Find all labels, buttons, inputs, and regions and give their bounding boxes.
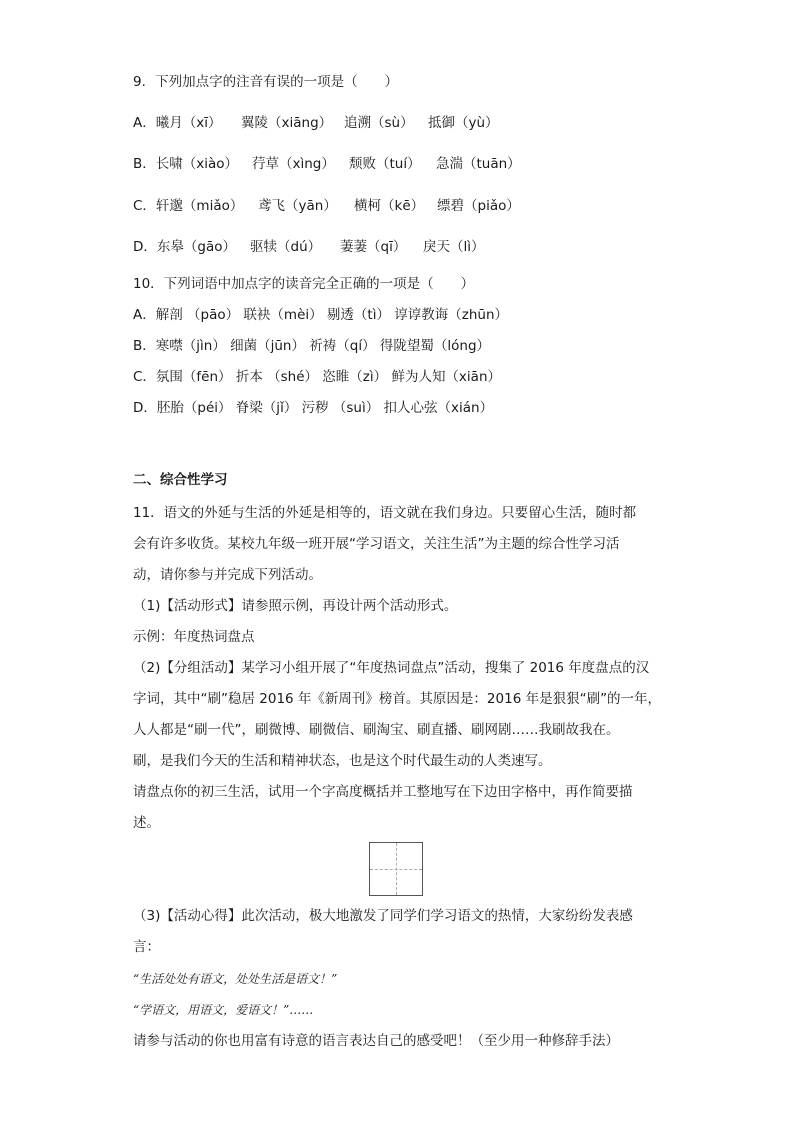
tian-zi-grid[interactable] <box>369 842 423 896</box>
sub-question-1: （1)【活动形式】请参照示例，再设计两个活动形式。 <box>133 598 458 614</box>
question-11-paragraph: 会有许多收货。某校九年级一班开展“学习语文，关注生活”为主题的综合性学习活 <box>133 536 620 552</box>
sub-question-2: 请盘点你的初三生活，试用一个字高度概括并工整地写在下边田字格中，再作简要描 <box>133 784 633 800</box>
option-item: 追溯（sù） <box>344 115 414 131</box>
option-item: 荇草（xìng） <box>252 156 335 172</box>
question-9-option-a <box>133 114 499 132</box>
option-item: 缥碧（piǎo） <box>437 198 520 214</box>
option-item: 横柯（kē） <box>354 198 425 214</box>
option-item: 翼陵（xiāng） <box>241 115 333 131</box>
question-9-option-b <box>133 155 521 173</box>
sub-question-2: （2)【分组活动】某学习小组开展了“年度热词盘点”活动，搜集了 2016 年度盘点的汉 <box>133 660 650 676</box>
sub-question-2: 刷，是我们今天的生活和精神状态，也是这个时代最生动的人类速写。 <box>133 753 552 769</box>
option-item: 戾天（lì） <box>423 239 485 255</box>
question-10-option-c: C．氛围（fēn） 折本 （shé） 恣睢（zì） 鲜为人知（xiān） <box>133 369 502 385</box>
grid-divider-horizontal <box>370 869 422 870</box>
sub-question-3: 请参与活动的你也用富有诗意的语言表达自己的感受吧！（至少用一种修辞手法） <box>133 1033 619 1049</box>
option-item: 鸢飞（yān） <box>258 198 337 214</box>
sub-question-2: 述。 <box>133 815 160 831</box>
sub-question-2: 人人都是“刷一代”，刷微博、刷微信、刷淘宝、刷直播、刷网剧……我刷故我在。 <box>133 722 620 738</box>
section-heading: 二、综合性学习 <box>133 472 228 488</box>
question-10-option-b: B．寒噤（jìn） 细菌（jūn） 祈祷（qí） 得陇望蜀（lóng） <box>133 338 491 354</box>
sub-question-3: （3)【活动心得】此次活动，极大地激发了同学们学习语文的热情，大家纷纷发表感 <box>133 908 633 924</box>
question-9-option-c <box>133 197 520 215</box>
option-item: 急湍（tuān） <box>436 156 521 172</box>
sub-question-1-example: 示例：年度热词盘点 <box>133 629 255 645</box>
option-item: 驱犊（dú） <box>250 239 322 255</box>
sub-question-2: 字词，其中“刷”稳居 2016 年《新周刊》榜首。其原因是：2016 年是狠狠“刷”的一年， <box>133 691 662 707</box>
option-item: 抵御（yù） <box>428 115 499 131</box>
question-11-paragraph: 动，请你参与并完成下列活动。 <box>133 567 322 583</box>
option-item: D．东皋（gāo） <box>133 239 236 255</box>
question-10-option-a: A．解剖 （pāo） 联袂（mèi） 剔透（tì） 谆谆教诲（zhūn） <box>133 307 509 323</box>
quote-line: “学语文，用语文，爱语文！”…… <box>133 1003 314 1017</box>
option-item: 颓败（tuí） <box>349 156 421 172</box>
sub-question-3: 言： <box>133 939 160 955</box>
option-item: A．曦月（xī） <box>133 115 222 131</box>
question-9-stem: 9．下列加点字的注音有误的一项是（ ） <box>133 74 399 90</box>
question-10-stem: 10．下列词语中加点字的读音完全正确的一项是（ ） <box>133 276 475 292</box>
question-11-paragraph: 11．语文的外延与生活的外延是相等的，语文就在我们身边。只要留心生活，随时都 <box>133 505 637 521</box>
option-item: B．长啸（xiào） <box>133 156 239 172</box>
question-10-option-d: D．胚胎（péi） 脊梁（jǐ） 污秽 （suì） 扣人心弦（xián） <box>133 400 494 416</box>
option-item: C．轩邈（miǎo） <box>133 198 244 214</box>
quote-line: “生活处处有语文，处处生活是语文！” <box>133 972 338 986</box>
question-9-option-d <box>133 238 485 256</box>
option-item: 萋萋（qī） <box>340 239 407 255</box>
